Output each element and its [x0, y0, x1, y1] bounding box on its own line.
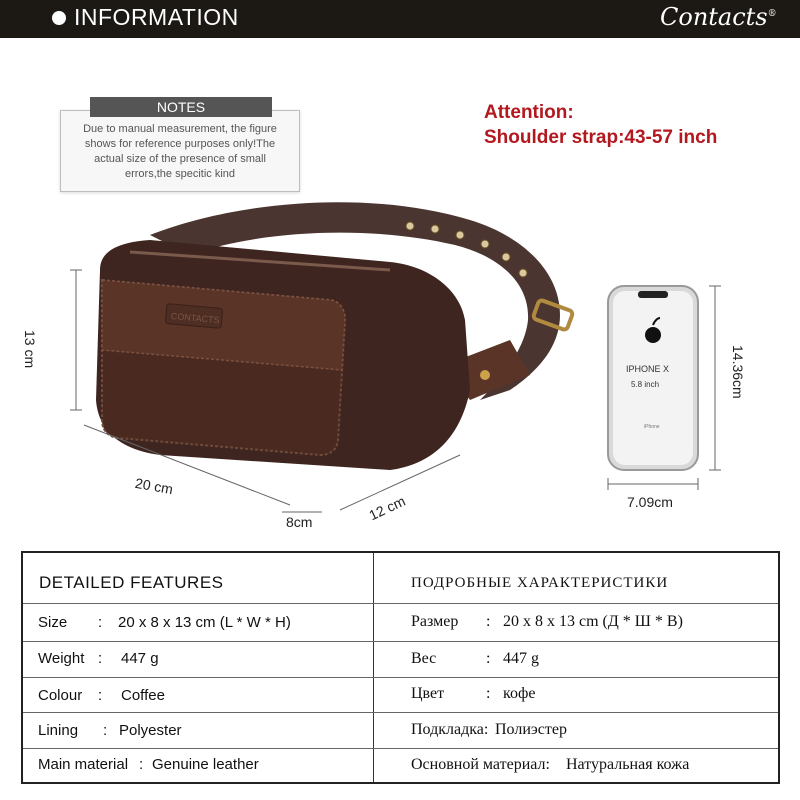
- feature-key-en: Colour: [38, 687, 83, 704]
- notes-text: [64, 122, 296, 182]
- header-bar: [0, 0, 800, 38]
- feature-value-en: Coffee: [121, 687, 165, 704]
- table-row-divider: [23, 641, 778, 642]
- notes-line: shows for reference purposes only!The: [84, 138, 276, 150]
- bag-height-label: 13 cm: [22, 330, 38, 369]
- phone-height-label: 14.36cm: [730, 345, 746, 399]
- bag-depth-label: 12 cm: [366, 492, 408, 524]
- feature-sep-ru: :: [486, 613, 491, 630]
- feature-value-ru: Натуральная кожа: [566, 756, 690, 773]
- feature-value-ru: кофе: [503, 685, 536, 702]
- notes-label: NOTES: [90, 97, 272, 117]
- features-table: [21, 551, 780, 784]
- feature-key-ru: Вес: [411, 650, 437, 667]
- table-row-divider: [23, 677, 778, 678]
- feature-sep-en: :: [98, 687, 103, 704]
- table-row-divider: [23, 603, 778, 604]
- brand-registered-mark: ®: [767, 9, 777, 19]
- notes-line: Due to manual measurement, the figure: [83, 123, 277, 135]
- waist-bag-image: [40, 200, 600, 540]
- strap-eyelet: [456, 231, 464, 239]
- feature-value-ru: 447 g: [503, 650, 539, 667]
- feature-value-en: 20 x 8 x 13 cm (L * W * H): [118, 614, 291, 631]
- bag-width-label: 8cm: [286, 514, 313, 530]
- feature-key-ru: Цвет: [411, 685, 445, 702]
- table-row-divider: [23, 712, 778, 713]
- features-heading-en: DETAILED FEATURES: [39, 573, 224, 592]
- phone-width-label: 7.09cm: [627, 494, 673, 510]
- attention-title: Attention:: [484, 102, 574, 123]
- phone-model-text: IPHONE X: [626, 364, 670, 374]
- feature-value-ru: Полиэстер: [495, 721, 567, 738]
- phone-notch: [638, 291, 668, 298]
- apple-logo-icon: [645, 327, 661, 343]
- phone-screen: [613, 291, 693, 465]
- attention-text: Shoulder strap:43-57 inch: [484, 127, 718, 148]
- brand-emboss-text: CONTACTS: [170, 311, 221, 326]
- feature-value-en: Polyester: [119, 722, 182, 739]
- feature-value-en: Genuine leather: [152, 756, 259, 773]
- feature-key-ru: Размер: [411, 613, 459, 630]
- feature-sep-ru: :: [486, 650, 491, 667]
- strap-eyelet: [502, 253, 510, 261]
- attention-block: [484, 100, 717, 150]
- feature-sep-en: :: [98, 650, 103, 667]
- notes-line: errors,the specitic kind: [124, 168, 236, 180]
- feature-value-en: 447 g: [121, 650, 159, 667]
- bag-length-label: 20 cm: [133, 474, 175, 498]
- brand-logo-text: Contacts: [660, 3, 768, 31]
- feature-key-ru: Основной материал:: [411, 756, 550, 773]
- brand-logo: [660, 3, 777, 31]
- strap-eyelet: [431, 225, 439, 233]
- strap-eyelet: [406, 222, 414, 230]
- phone-brand-text: iPhone: [644, 424, 660, 430]
- page-title: INFORMATION: [74, 4, 239, 30]
- table-row-divider: [23, 748, 778, 749]
- feature-sep-en: :: [98, 614, 103, 631]
- feature-sep-ru: :: [486, 685, 491, 702]
- feature-key-en: Lining: [38, 722, 79, 739]
- rivet: [480, 370, 490, 380]
- feature-key-en: Size: [38, 614, 68, 631]
- feature-value-ru: 20 x 8 x 13 cm (Д * Ш * В): [503, 613, 683, 630]
- feature-key-en: Weight: [38, 650, 85, 667]
- strap-eyelet: [519, 269, 527, 277]
- feature-sep-en: :: [103, 722, 108, 739]
- features-heading-ru: ПОДРОБНЫЕ ХАРАКТЕРИСТИКИ: [411, 575, 669, 591]
- notes-line: actual size of the presence of small: [94, 153, 266, 165]
- feature-key-ru: Подкладка:: [411, 721, 489, 738]
- strap-eyelet: [481, 240, 489, 248]
- feature-key-en: Main material: [38, 756, 129, 773]
- phone-size-text: 5.8 inch: [631, 380, 660, 389]
- feature-sep-en: :: [139, 756, 144, 773]
- bullet-dot: [52, 11, 66, 25]
